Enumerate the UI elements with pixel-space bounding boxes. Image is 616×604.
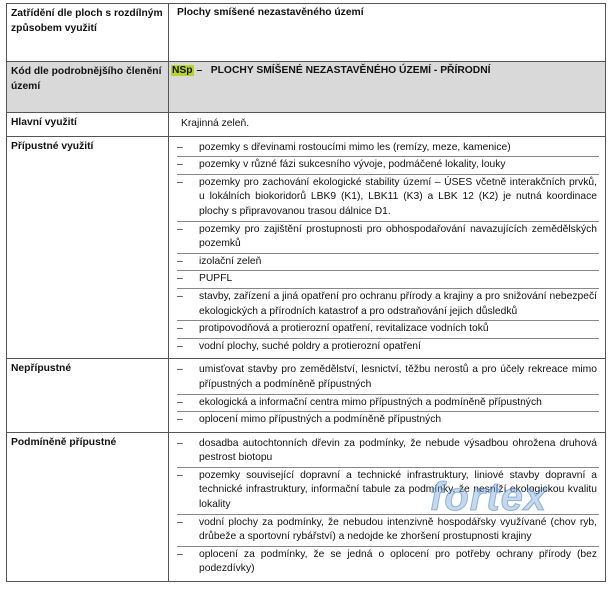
list-item-text: vodní plochy, suché poldry a protierozní opatření [199,340,421,352]
list-item-text: vodní plochy za podmínky, že nebudou intenzivně hospodářsky využívané (chov ryb, drůbeže a sportovní rybářství) a nedojde ke zhoršení prostupnosti krajiny [199,516,597,543]
list-item-text: PUPFL [199,273,233,285]
dash-marker: – [177,290,183,302]
list-item [177,288,599,320]
row-label-permitted: Přípustné využití [7,136,169,359]
dash-marker: – [177,469,183,481]
list-item-text: ekologická a informační centra mimo přípustných a podmíněně přípustných [199,396,542,408]
land-use-regulation-table [6,3,606,582]
row-label-code: Kód dle podrobnějšího členění území [7,62,169,113]
fortex-watermark: fortex [430,475,548,519]
classification-value: Plochy smíšené nezastavěného území [177,7,364,18]
row-label-forbidden: Nepřípustné [7,359,169,432]
list-item [177,411,599,429]
forbidden-list [169,359,606,432]
row-value-code [169,62,606,113]
dash-marker: – [177,255,183,267]
dash-marker: – [177,340,183,352]
main-use-text: Krajinná zeleň. [181,118,250,129]
table-row [7,432,606,581]
list-item [177,174,599,221]
list-item [177,394,599,412]
dash-marker: – [177,223,183,235]
dash-marker: – [177,364,183,376]
list-item [177,436,599,467]
list-item [177,338,599,356]
row-label-main-use: Hlavní využití [7,113,169,137]
list-item-text: pozemky s dřevinami rostoucími mimo les (remízy, meze, kamenice) [199,141,511,153]
table-row [7,4,606,62]
dash-marker: – [177,516,183,528]
dash-marker: – [177,159,183,171]
table-row [7,62,606,113]
dash-marker: – [177,437,183,449]
dash-marker: – [177,141,183,153]
list-item [177,362,599,393]
list-item-text: oplocení za podmínky, že se jedná o oplocení pro potřeby ochrany přírody (bez podezdívky) [199,548,597,575]
table-row [7,113,606,137]
permitted-list [169,136,606,359]
list-item [177,221,599,253]
dash-marker: – [177,323,183,335]
list-item-text: pozemky pro zachování ekologické stability území – ÚSES včetně interakčních prvků, u lokálních biokoridorů LBK9 (K1), LBK11 (K3) a LBK 12 (K2) je nutná koordinace plochy s připravovanou trasou dálnice D1. [199,176,597,217]
row-value-main-use [169,113,606,137]
list-item-text: izolační zeleň [199,255,262,267]
code-badge: NSp [172,65,193,76]
row-label-classification: Zatřídění dle ploch s rozdílným způsobem využití [7,4,169,62]
list-item-text: umisťovat stavby pro zemědělství, lesnictví, těžbu nerostů a pro účely rekreace mimo přípustných a podmíněně přípustných [199,364,597,390]
row-label-conditional: Podmíněně přípustné [7,432,169,581]
list-item [177,514,599,546]
table-row [7,136,606,359]
list-item-text: pozemky v různé fázi sukcesního vývoje, podmáčené lokality, louky [199,159,506,171]
list-item [177,546,599,578]
dash-marker: – [177,176,183,188]
list-item-text: pozemky související dopravní a technické infrastruktury, liniové stavby dopravní a technické infrastruktury, informační tabule za podmínky, že nesníží ekologickou kvalitu lokality [199,469,597,511]
list-item-text: stavby, zařízení a jiná opatření pro ochranu přírody a krajiny a pro snižování nebezpečí ekologických a přírodních katastrof a pro odstraňování jejich důsledků [199,290,597,317]
code-title: – PLOCHY SMÍŠENÉ NEZASTAVĚNÉHO ÚZEMÍ - PŘÍRODNÍ [193,65,491,76]
list-item-text: protipovodňová a protierozní opatření, revitalizace vodních toků [199,323,489,335]
code-heading [169,62,605,79]
dash-marker: – [177,396,183,408]
dash-marker: – [177,548,183,560]
list-item [177,467,599,514]
list-item [177,253,599,271]
list-item-text: pozemky pro zajištění prostupnosti pro obhospodařování navazujících zemědělských pozemků [199,223,597,250]
dash-marker: – [177,414,183,426]
row-value-classification [169,4,606,62]
conditional-list [169,432,606,581]
list-item-text: dosadba autochtonních dřevin za podmínky, že nebude výsadbou ohrožena druhová pestrost biotopu [199,437,597,464]
list-item [177,270,599,288]
table-row [7,359,606,432]
list-item [177,320,599,338]
list-item [177,156,599,174]
list-item-text: oplocení mimo přípustných a podmíněně přípustných [199,414,442,426]
dash-marker: – [177,273,183,285]
list-item [177,140,599,157]
